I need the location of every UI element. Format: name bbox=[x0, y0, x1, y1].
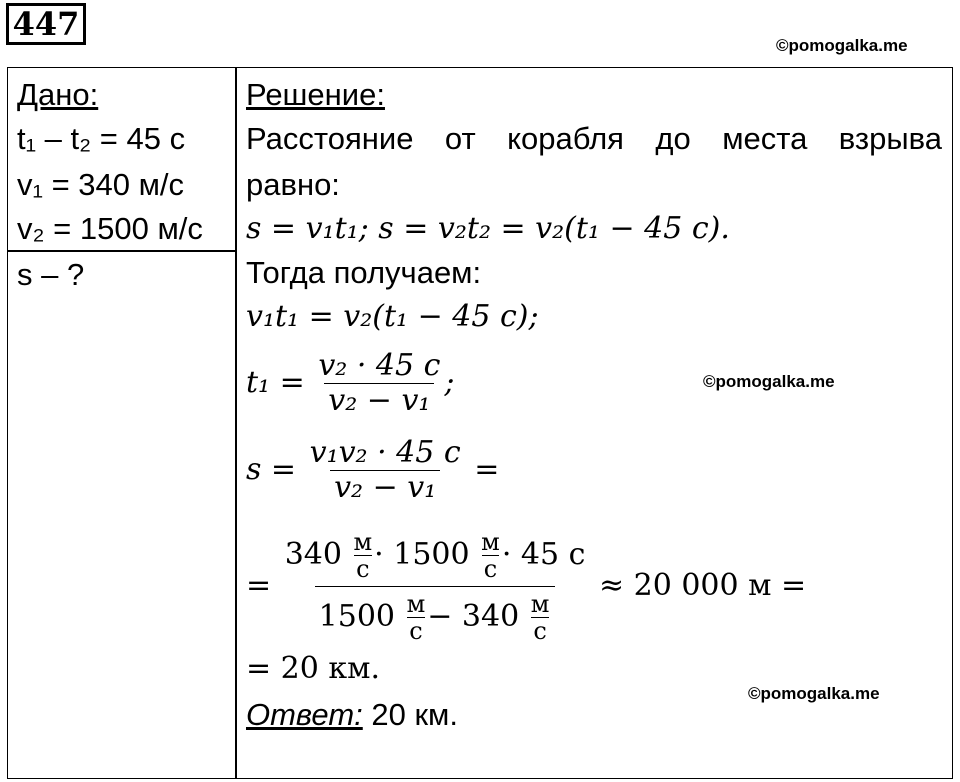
unit-s: с bbox=[483, 554, 498, 583]
s-numerator: v₁v₂ · 45 с bbox=[309, 434, 461, 470]
solution-then: Тогда получаем: bbox=[246, 255, 482, 290]
find-line: s – ? bbox=[17, 257, 85, 292]
s-denominator: v₂ − v₁ bbox=[330, 470, 440, 505]
unit-s: с bbox=[356, 554, 370, 583]
answer-line bbox=[246, 698, 458, 732]
watermark-bottom: ©pomogalka.me bbox=[748, 684, 880, 703]
answer-value: 20 км. bbox=[362, 697, 458, 732]
problem-number: 447 bbox=[6, 3, 86, 45]
unit-s: с bbox=[409, 616, 423, 645]
unit-ms-4 bbox=[529, 591, 552, 644]
t1-denominator: v₂ − v₁ bbox=[324, 383, 434, 418]
calc-num-45: · 45 с bbox=[501, 537, 586, 572]
t1-end: ; bbox=[444, 365, 455, 400]
s-end: = bbox=[474, 452, 500, 487]
calc-num-340: 340 bbox=[284, 537, 342, 572]
calc-den-1500: 1500 bbox=[318, 599, 396, 634]
table-divider-vertical bbox=[235, 67, 237, 779]
solution-intro-line2: равно: bbox=[246, 167, 340, 202]
s-fraction bbox=[306, 436, 465, 505]
equation-equal-distances: v₁t₁ = v₂(t₁ − 45 с); bbox=[246, 299, 539, 334]
equation-s bbox=[246, 428, 499, 512]
table-divider-horizontal bbox=[7, 250, 236, 252]
unit-m: м bbox=[481, 527, 500, 556]
calc-numerator bbox=[281, 529, 590, 586]
solution-header: Решение: bbox=[246, 77, 385, 112]
unit-ms-3 bbox=[405, 591, 428, 644]
given-header: Дано: bbox=[17, 77, 99, 112]
calc-fraction bbox=[281, 529, 590, 644]
watermark: ©pomogalka.me bbox=[776, 36, 908, 55]
unit-m: м bbox=[406, 589, 426, 618]
unit-ms-1 bbox=[352, 529, 375, 582]
equation-calculation bbox=[246, 524, 806, 648]
calc-result: ≈ 20 000 м = bbox=[598, 568, 807, 603]
unit-ms-2 bbox=[479, 529, 502, 582]
t1-numerator: v₂ · 45 с bbox=[318, 347, 441, 383]
t1-lhs: t₁ = bbox=[246, 365, 305, 400]
calc-denominator bbox=[315, 586, 556, 644]
answer-label: Ответ: bbox=[246, 697, 363, 732]
given-line-time: t₁ – t₂ = 45 с bbox=[17, 121, 186, 156]
t1-fraction bbox=[314, 349, 444, 418]
result-km: = 20 км. bbox=[246, 651, 381, 686]
unit-m: м bbox=[353, 527, 373, 556]
solution-intro-line1: Расстояние от корабля до места взрыва bbox=[246, 121, 942, 156]
calc-num-1500: · 1500 bbox=[374, 537, 470, 572]
given-line-v1: v₁ = 340 м/с bbox=[17, 167, 185, 202]
equation-t1 bbox=[246, 342, 455, 424]
unit-m: м bbox=[530, 589, 550, 618]
equation-distance: s = v₁t₁; s = v₂t₂ = v₂(t₁ − 45 с). bbox=[246, 211, 730, 246]
watermark-middle: ©pomogalka.me bbox=[703, 372, 835, 391]
calc-den-340: − 340 bbox=[427, 599, 520, 634]
calc-lhs: = bbox=[246, 568, 272, 603]
s-lhs: s = bbox=[246, 452, 297, 487]
unit-s: с bbox=[533, 616, 547, 645]
given-line-v2: v₂ = 1500 м/с bbox=[17, 211, 203, 246]
